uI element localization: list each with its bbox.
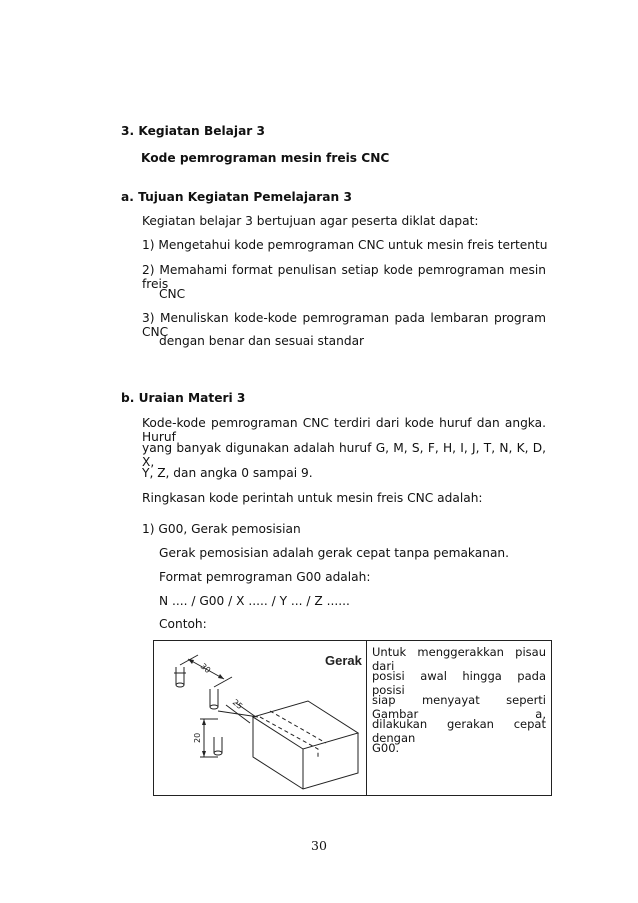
example-text-line-5: G00. (372, 741, 400, 755)
part-a-item-1: 1) Mengetahui kode pemrograman CNC untuk mesin freis tertentu (142, 238, 548, 252)
example-table (153, 640, 552, 796)
part-a-item-3-line-2: dengan benar dan sesuai standar (159, 334, 365, 348)
figure-label: Gerak (325, 653, 362, 668)
example-text-line-4: dilakukan gerakan cepat dengan (372, 717, 546, 745)
page-number: 30 (311, 838, 327, 853)
part-a-item-2-line-2: CNC (159, 287, 186, 301)
part-b-para-line-2: yang banyak digunakan adalah huruf G, M, S, F, H, I, J, T, N, K, D, X, (142, 441, 546, 469)
part-a-item-3-line-1: 3) Menuliskan kode-kode pemrograman pada lembaran program CNC (142, 311, 546, 339)
g00-example-label: Contoh: (159, 617, 207, 631)
dim-30-label: 30 (198, 661, 213, 676)
section-title: 3. Kegiatan Belajar 3 (121, 124, 266, 138)
dim-20-label: 20 (193, 732, 202, 743)
example-text-line-1: Untuk menggerakkan pisau dari (372, 645, 546, 673)
part-a-heading: a. Tujuan Kegiatan Pemelajaran 3 (121, 190, 352, 204)
table-divider (366, 641, 367, 795)
g00-format: N .... / G00 / X ..... / Y ... / Z ...... (159, 594, 350, 608)
part-b-summary: Ringkasan kode perintah untuk mesin freis CNC adalah: (142, 491, 483, 505)
g00-movement-figure (158, 645, 364, 793)
example-text-line-2: posisi awal hingga pada posisi (372, 669, 546, 697)
g00-title: 1) G00, Gerak pemosisian (142, 522, 301, 536)
example-text-line-3: siap menyayat seperti Gambar a, (372, 693, 546, 721)
g00-format-label: Format pemrograman G00 adalah: (159, 570, 371, 584)
dim-25-label: 25 (230, 697, 245, 712)
part-b-heading: b. Uraian Materi 3 (121, 391, 246, 405)
part-b-para-line-3: Y, Z, dan angka 0 sampai 9. (142, 466, 313, 480)
g00-description: Gerak pemosisian adalah gerak cepat tanpa pemakanan. (159, 546, 510, 560)
part-a-intro: Kegiatan belajar 3 bertujuan agar peserta diklat dapat: (142, 214, 479, 228)
part-b-para-line-1: Kode-kode pemrograman CNC terdiri dari kode huruf dan angka. Huruf (142, 416, 546, 444)
part-a-item-2-line-1: 2) Memahami format penulisan setiap kode pemrograman mesin freis (142, 263, 546, 291)
section-subtitle: Kode pemrograman mesin freis CNC (141, 151, 390, 165)
